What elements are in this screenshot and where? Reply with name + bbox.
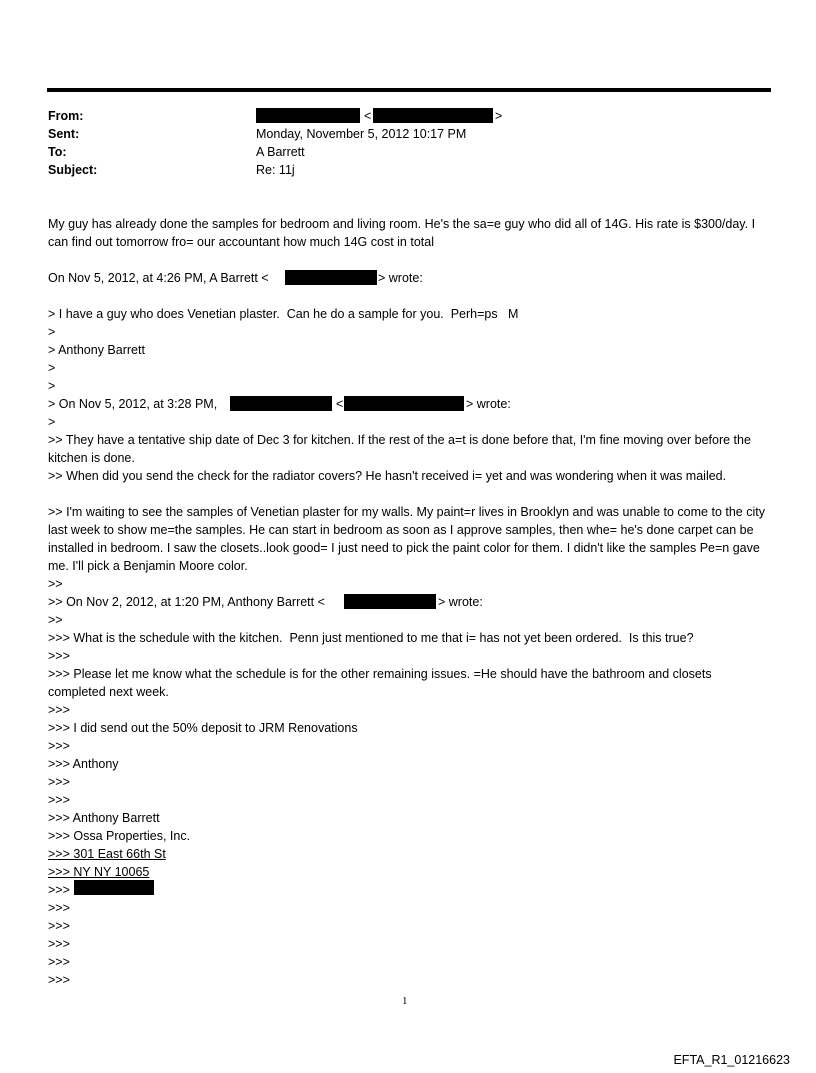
quote-line: >>> [48, 937, 70, 951]
bates-number: EFTA_R1_01216623 [673, 1053, 790, 1067]
quote-line: >>> [48, 793, 70, 807]
quote-line: >>> [48, 649, 70, 663]
redaction-quote2-name [230, 396, 332, 411]
quote-header-2: > On Nov 5, 2012, at 3:28 PM, [48, 397, 218, 411]
quote-line: >> [48, 577, 63, 591]
redaction-quote1-email [285, 270, 377, 285]
quote-paragraph-2: >> They have a tentative ship date of Dec 3 for kitchen. If the rest of the a=t is done before that, I'm fine moving over before the kitchen is done. [48, 433, 755, 465]
quote-header-3-suffix: > wrote: [438, 595, 483, 609]
quote-line: > [48, 379, 56, 393]
quote-line: >>> [48, 919, 70, 933]
body-paragraph-1: My guy has already done the samples for bedroom and living room. He's the sa=e guy who did all of 14G. His rate is $300/day. I can find out tomorrow fro= our accountant how much 14G cost in total [48, 217, 759, 249]
quote-header-3: >> On Nov 2, 2012, at 1:20 PM, Anthony Barrett < [48, 595, 325, 609]
quote-line: >> [48, 613, 63, 627]
quote-line: >>> I did send out the 50% deposit to JRM Renovations [48, 721, 358, 735]
from-label: From: [48, 109, 84, 123]
quote-header-2-suffix: > wrote: [466, 397, 511, 411]
sent-value: Monday, November 5, 2012 10:17 PM [256, 127, 467, 141]
header-rule [47, 88, 771, 92]
quote-header-2-lt: < [336, 397, 344, 411]
quote-line: >>> [48, 703, 70, 717]
redaction-quote2-email [344, 396, 464, 411]
redaction-from-email [373, 108, 493, 123]
quote-line: >>> [48, 955, 70, 969]
to-label: To: [48, 145, 67, 159]
subject-value: Re: 11j [256, 163, 295, 177]
quote-line: >>> Anthony [48, 757, 119, 771]
quote-header-1: On Nov 5, 2012, at 4:26 PM, A Barrett < [48, 271, 269, 285]
quote-line: >>> What is the schedule with the kitchen. Penn just mentioned to me that i= has not yet been ordered. Is this true? [48, 631, 694, 645]
quote-line: > I have a guy who does Venetian plaster. Can he do a sample for you. Perh=ps M [48, 307, 519, 321]
redaction-phone [74, 880, 154, 895]
quote-line: >>> [48, 973, 70, 987]
sent-label: Sent: [48, 127, 80, 141]
quote-line: > [48, 415, 56, 429]
quote-line: > [48, 325, 56, 339]
page-number: 1 [402, 995, 408, 1007]
quote-line: >>> [48, 901, 70, 915]
quote-paragraph-5: >>> Please let me know what the schedule is for the other remaining issues. =He should have the bathroom and closets completed next week. [48, 667, 716, 699]
signature-company: >>> Ossa Properties, Inc. [48, 829, 191, 843]
subject-label: Subject: [48, 163, 98, 177]
quote-line: >>> [48, 883, 70, 897]
signature-street: >>> 301 East 66th St [48, 847, 166, 861]
quote-line: >>> [48, 775, 70, 789]
quote-line: > [48, 361, 56, 375]
quote-header-1-suffix: > wrote: [378, 271, 423, 285]
to-value: A Barrett [256, 145, 305, 159]
signature-city: >>> NY NY 10065 [48, 865, 150, 879]
from-gt: > [495, 109, 503, 123]
quote-paragraph-3: >> When did you send the check for the radiator covers? He hasn't received i= yet and was wondering when it was mailed. [48, 469, 727, 483]
quote-line: >>> [48, 739, 70, 753]
redaction-quote3-email [344, 594, 436, 609]
from-lt: < [364, 109, 372, 123]
quote-line: > Anthony Barrett [48, 343, 145, 357]
signature-name: >>> Anthony Barrett [48, 811, 160, 825]
quote-paragraph-4: >> I'm waiting to see the samples of Venetian plaster for my walls. My paint=r lives in Brooklyn and was unable to come to the city last week to show me=the samples. He can start in bedroom as soon as I approve samples, then whe= he's done carpet can be installed in bedroom. I saw the closets..look good= I just need to pick the paint color for them. I didn't like the samples Pe=n gave me. I'll pick a Benjamin Moore color. [48, 505, 769, 573]
redaction-from-name [256, 108, 360, 123]
